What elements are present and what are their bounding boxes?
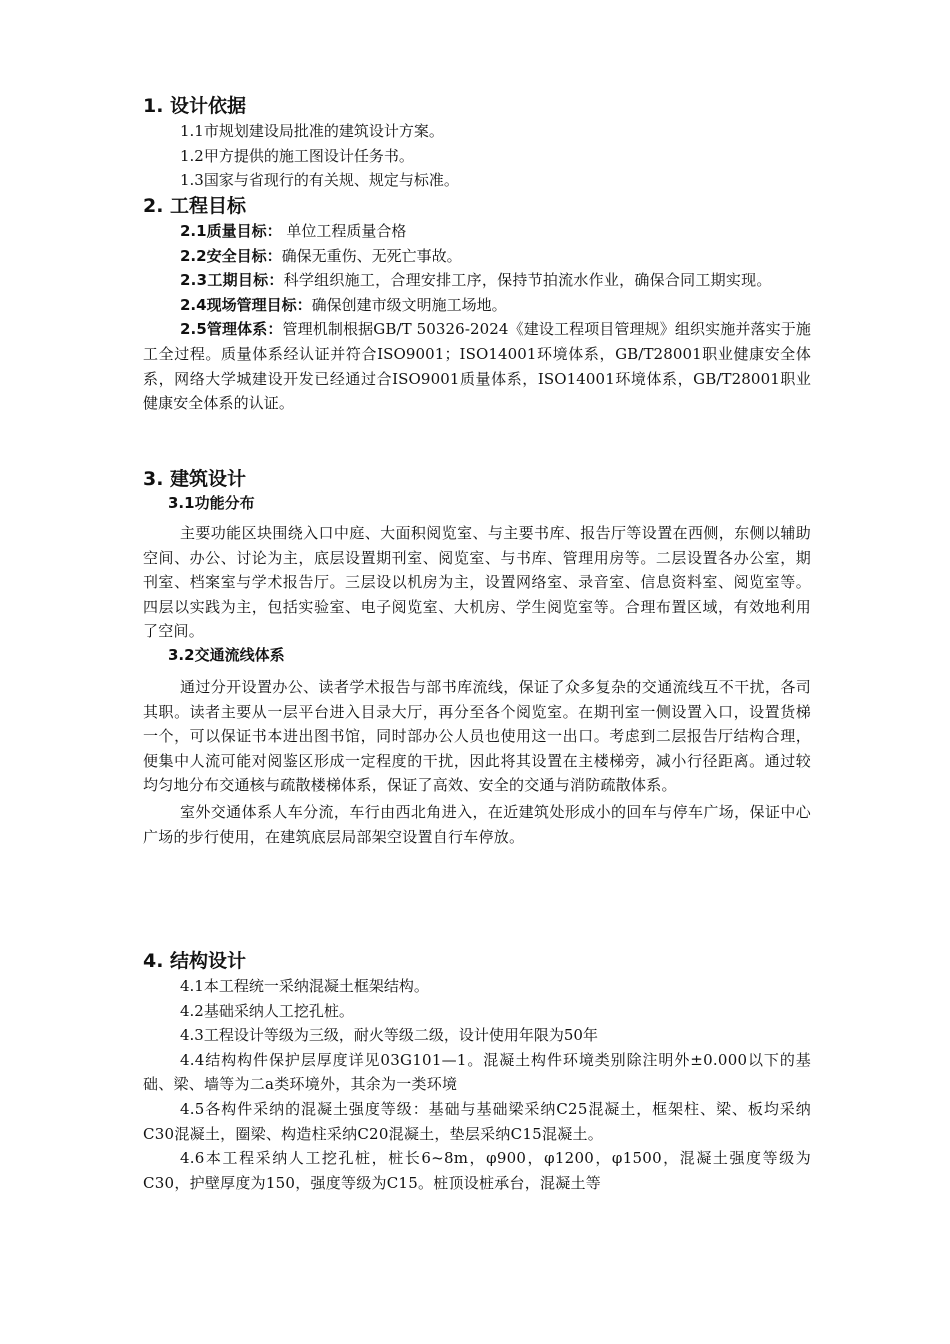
paragraph-function-layout: 主要功能区块围绕入口中庭、大面积阅览室、与主要书库、报告厅等设置在西侧，东侧以辅助空间、办公、讨论为主，底层设置期刊室、阅览室、与书库、管理用房等。二层设置各办公室，期刊室、档案室与学术报告厅。三层设以机房为主，设置网络室、录音室、信息资料室、阅览室等。四层以实践为主，包括实验室、电子阅览室、大机房、学生阅览室等。合理布置区域，有效地利用了空间。 [143, 524, 811, 641]
list-item: 4.3工程设计等级为三级，耐火等级二级，设计使用年限为50年 [180, 1026, 598, 1045]
list-item: 1.3国家与省现行的有关规、规定与标准。 [180, 171, 459, 190]
goal-label: 2.4现场管理目标： [180, 295, 312, 314]
subsection-heading: 3.1功能分布 [168, 494, 255, 512]
list-item: 1.2甲方提供的施工图设计任务书。 [180, 146, 414, 165]
goal-label: 2.2安全目标： [180, 246, 282, 265]
goal-text: 确保无重伤、无死亡事故。 [281, 246, 462, 265]
paragraph-4-6: 4.6本工程采纳人工挖孔桩，桩长6~8m，φ900，φ1200，φ1500，混凝土强度等级为C30，护壁厚度为150，强度等级为C15。桩顶设桩承台，混凝土等 [143, 1149, 811, 1192]
paragraph-outdoor-traffic: 室外交通体系人车分流，车行由西北角进入，在近建筑处形成小的回车与停车广场，保证中心广场的步行使用，在建筑底层局部架空设置自行车停放。 [143, 802, 811, 846]
goal-label: 2.1质量目标： [180, 222, 282, 240]
goal-text: 单位工程质量合格 [281, 222, 407, 240]
section-architectural-design [143, 466, 811, 849]
paragraph-4-4: 4.4结构构件保护层厚度详见03G101—1。混凝土构件环境类别除注明外±0.000以下的基础、梁、墙等为二a类环境外，其余为一类环境 [143, 1050, 811, 1094]
goal-site [143, 293, 811, 318]
goal-text: 管理机制根据GB/T 50326-2024《建设工程项目管理规》组织实施并落实于施工全过程。质量体系经认证并符合ISO9001；ISO14001环境体系，GB/T28001职业健康安全体系，网络大学城建设开发已经通过合ISO9001质量体系，ISO14001环境体系，GB/T28001职业健康安全体系的认证。 [143, 320, 811, 413]
section-structural-design [143, 948, 811, 1195]
goal-schedule [143, 268, 811, 293]
paragraph-circulation: 通过分开设置办公、读者学术报告与部书库流线，保证了众多复杂的交通流线互不干扰，各司其职。读者主要从一层平台进入目录大厅，再分至各个阅览室。在期刊室一侧设置入口，设置货梯一个，可以保证书本进出图书馆，同时部办公人员也使用这一出口。考虑到二层报告厅结构合理，便集中人流可能对阅鉴区形成一定程度的干扰，因此将其设置在主楼梯旁，减小行径距离。通过较均匀地分布交通核与疏散楼梯体系，保证了高效、安全的交通与消防疏散体系。 [143, 677, 811, 795]
section-heading: 1. 设计依据 [143, 95, 247, 117]
goal-label: 2.5管理体系： [180, 320, 283, 339]
goal-label: 2.3工期目标： [180, 271, 284, 290]
list-item: 4.2基础采纳人工挖孔桩。 [180, 1001, 354, 1020]
goal-text: 确保创建市级文明施工场地。 [311, 295, 507, 314]
paragraph-4-5: 4.5各构件采纳的混凝土强度等级：基础与基础梁采纳C25混凝土，框架柱、梁、板均采纳C30混凝土，圈梁、构造柱采纳C20混凝土，垫层采纳C15混凝土。 [143, 1099, 811, 1143]
goal-quality [143, 219, 811, 244]
goal-safety [143, 244, 811, 269]
subsection-heading: 3.2交通流线体系 [168, 645, 285, 664]
section-heading: 4. 结构设计 [143, 950, 247, 972]
goal-text: 科学组织施工，合理安排工序，保持节拍流水作业，确保合同工期实现。 [283, 271, 772, 290]
section-project-goals [143, 193, 811, 416]
list-item: 1.1市规划建设局批准的建筑设计方案。 [180, 122, 444, 140]
goal-management-system [143, 317, 811, 415]
section-heading: 3. 建筑设计 [143, 468, 247, 490]
section-design-basis [143, 93, 811, 193]
section-heading: 2. 工程目标 [143, 195, 247, 217]
list-item: 4.1本工程统一采纳混凝土框架结构。 [180, 977, 429, 995]
